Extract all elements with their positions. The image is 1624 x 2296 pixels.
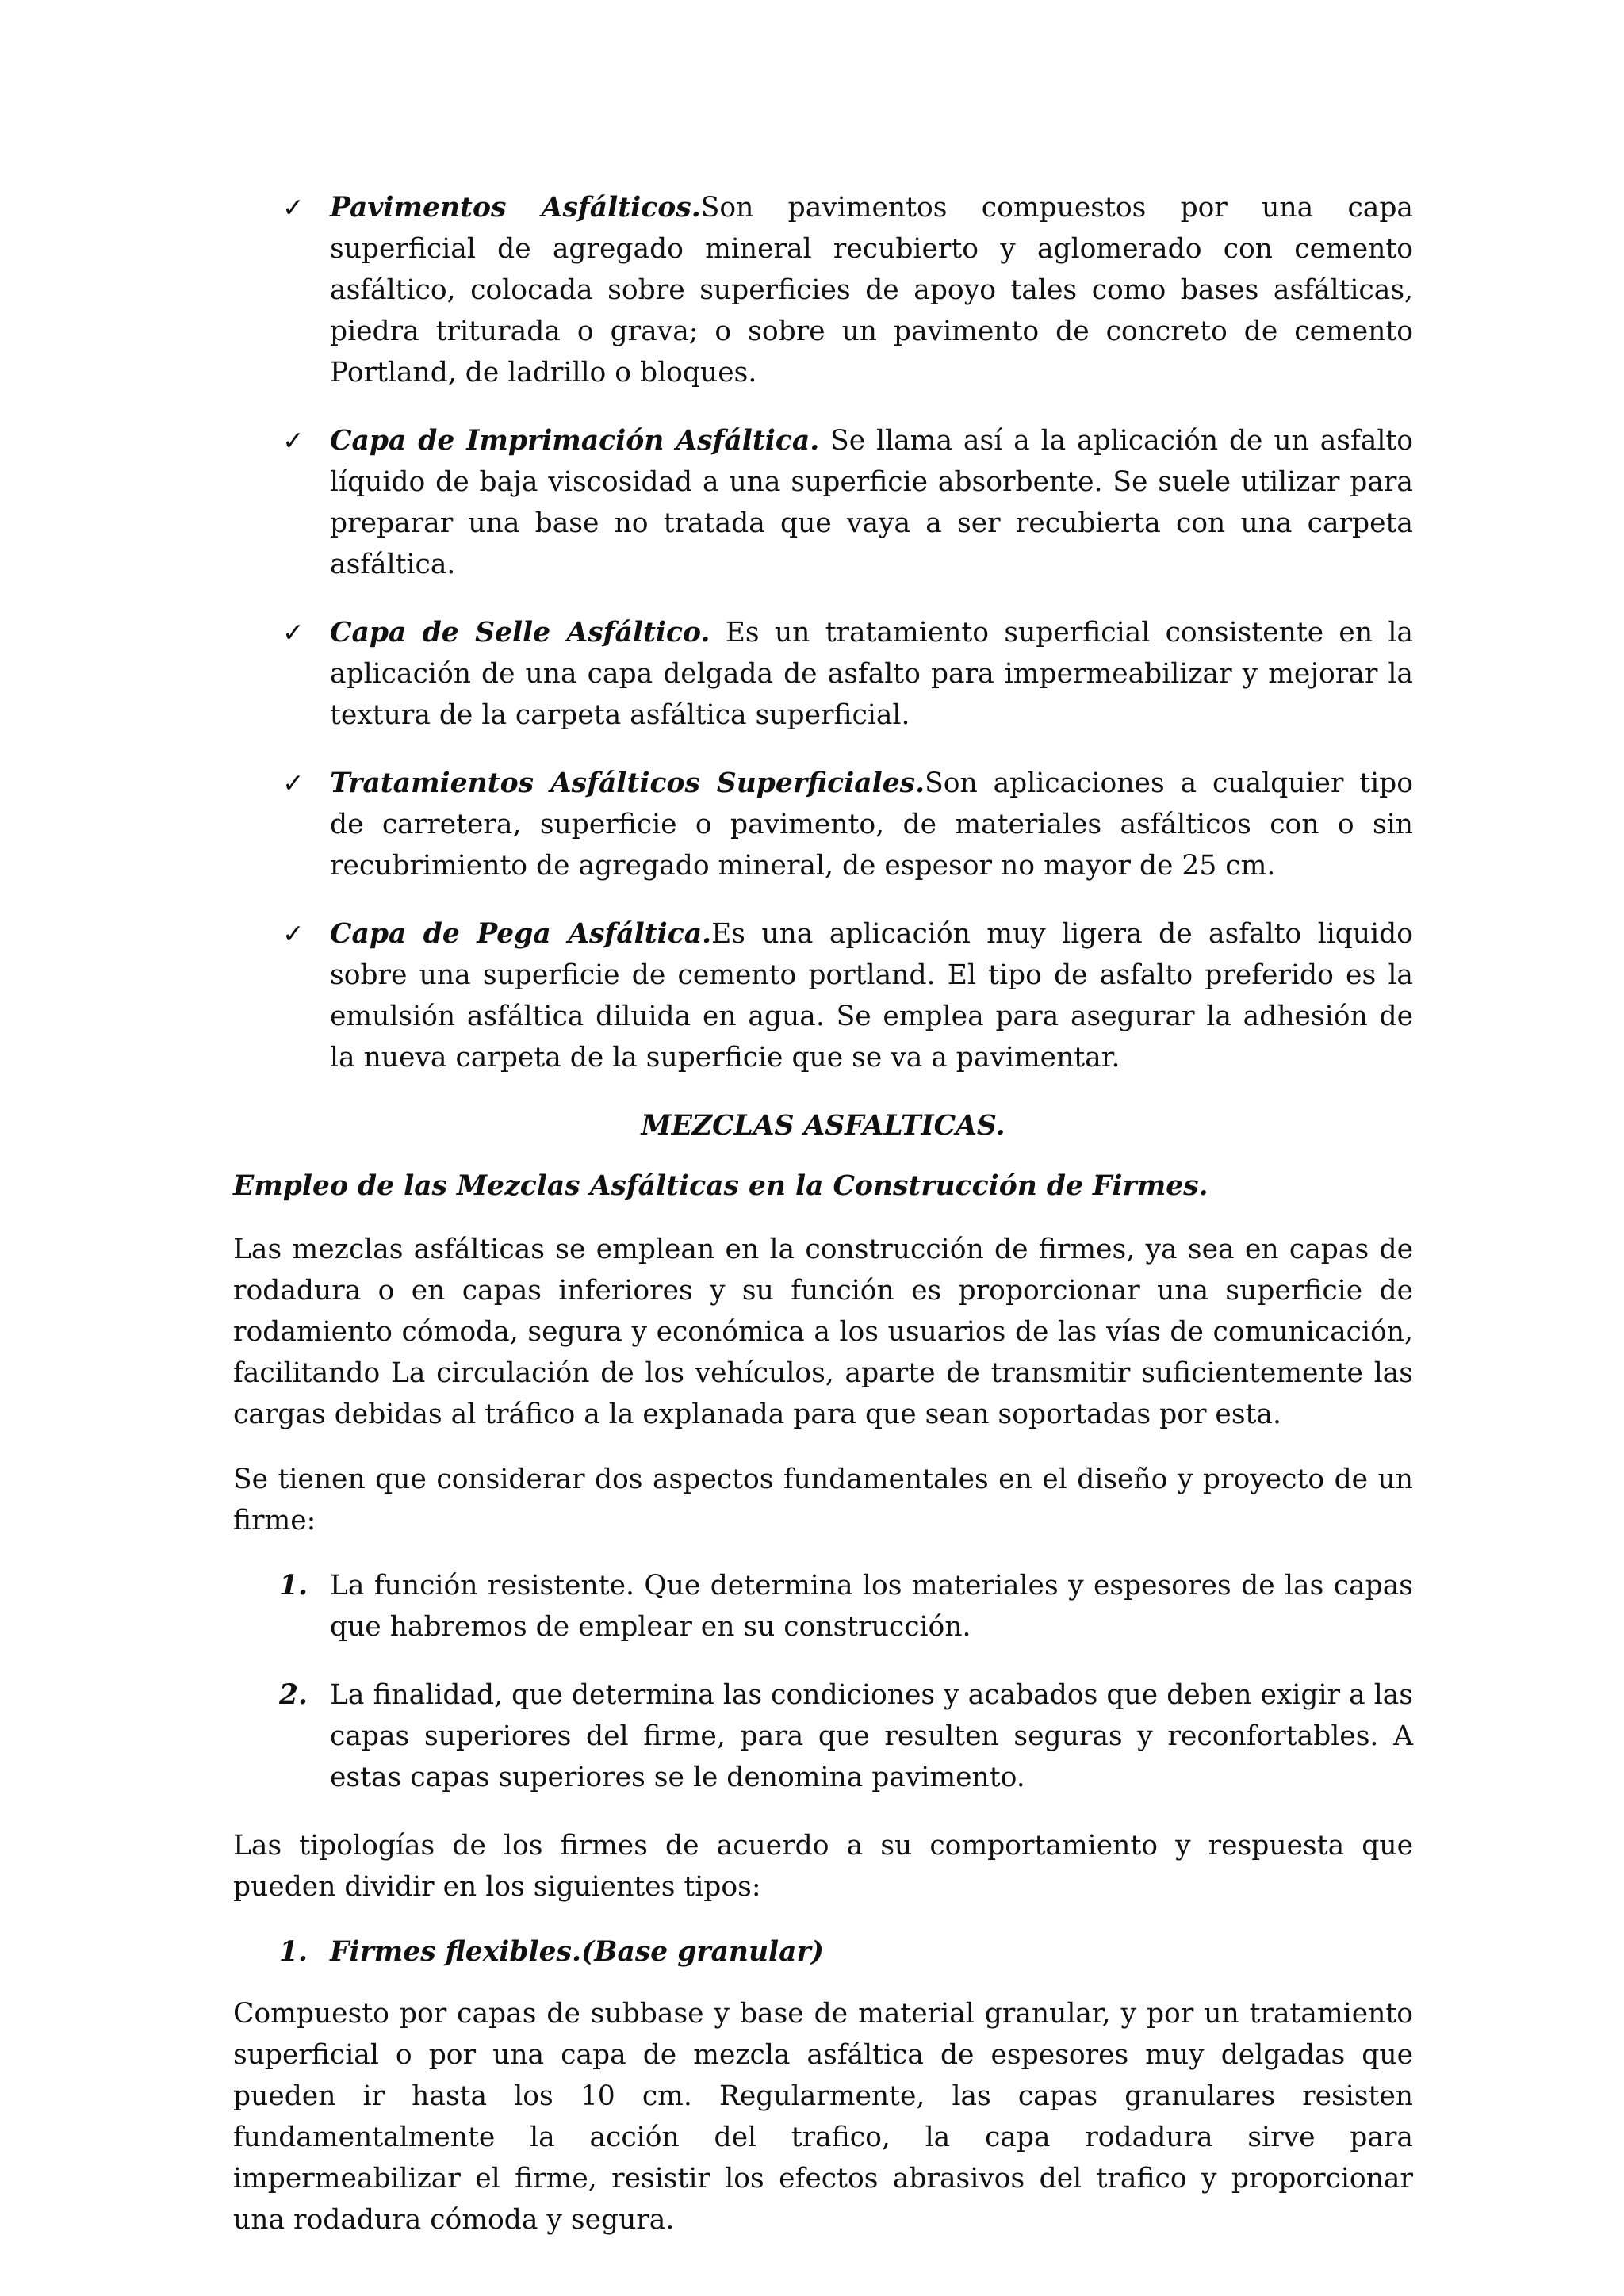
bullet-item-selle [233, 612, 1413, 736]
bullet-text: Es una aplicación muy ligera de asfalto liquido sobre una superficie de cemento portland. El tipo de asfalto preferido es la emulsión asfáltica diluida en agua. Se emplea para asegurar la adhesión de la nueva carpeta de la superficie que se va a pavimentar. [330, 918, 1413, 1073]
checkmark-icon: ✓ [282, 192, 304, 223]
document-page [233, 187, 1413, 2264]
subheading: Empleo de las Mezclas Asfálticas en la Construcción de Firmes. [233, 1170, 1208, 1202]
checkmark-icon: ✓ [282, 918, 304, 949]
bullet-term: Capa de Pega Asfáltica. [330, 918, 712, 950]
paragraph-aspectos: Se tienen que considerar dos aspectos fundamentales en el diseño y proyecto de un firme: [233, 1464, 1413, 1536]
checkmark-icon: ✓ [282, 425, 304, 456]
bullet-term: Capa de Imprimación Asfáltica. [330, 425, 820, 457]
bullet-term: Tratamientos Asfálticos Superficiales. [330, 767, 925, 799]
bullet-item-tratamientos [233, 763, 1413, 886]
item-number: 1. [279, 1570, 308, 1601]
paragraph-mezclas: Las mezclas asfálticas se emplean en la construcción de firmes, ya sea en capas de rodadura o en capas inferiores y su función es proporcionar una superficie de rodamiento cómoda, segura y económica a los usuarios de las vías de comunicación, facilitando La circulación de los vehículos, aparte de transmitir suficientemente las cargas debidas al tráfico a la explanada para que sean soportadas por esta. [233, 1234, 1413, 1430]
bullet-item-pavimentos [233, 187, 1413, 393]
numbered-text: La función resistente. Que determina los materiales y espesores de las capas que habremos de emplear en su construcción. [330, 1570, 1413, 1643]
checkmark-icon: ✓ [282, 767, 304, 798]
item-number: 1. [279, 1936, 308, 1968]
numbered-item-1 [233, 1565, 1413, 1647]
bullet-term: Capa de Selle Asfáltico. [330, 617, 710, 649]
bullet-term: Pavimentos Asfálticos. [330, 192, 701, 224]
paragraph-tipologias: Las tipologías de los firmes de acuerdo a su comportamiento y respuesta que pueden dividir en los siguientes tipos: [233, 1830, 1413, 1903]
paragraph-compuesto: Compuesto por capas de subbase y base de material granular, y por un tratamiento superficial o por una capa de mezcla asfáltica de espesores muy delgadas que pueden ir hasta los 10 cm. Regularmente, las capas granulares resisten fundamentalmente la acción del trafico, la capa rodadura sirve para impermeabilizar el firme, resistir los efectos abrasivos del trafico y proporcionar una rodadura cómoda y segura. [233, 1998, 1413, 2236]
sublist-title: Firmes flexibles.(Base granular) [330, 1936, 824, 1968]
checkmark-icon: ✓ [282, 617, 304, 648]
bullet-text: Son aplicaciones a cualquier tipo de carretera, superficie o pavimento, de materiales asfálticos con o sin recubrimiento de agregado mineral, de espesor no mayor de 25 cm. [330, 767, 1413, 882]
section-title: MEZCLAS ASFALTICAS. [641, 1110, 1005, 1142]
numbered-text: La finalidad, que determina las condiciones y acabados que deben exigir a las capas superiores del firme, para que resulten seguras y reconfortables. A estas capas superiores se le denomina pavimento. [330, 1679, 1413, 1793]
bullet-item-imprimacion [233, 420, 1413, 585]
bullet-item-pega [233, 913, 1413, 1078]
bullet-text: Son pavimentos compuestos por una capa superficial de agregado mineral recubierto y aglomerado con cemento asfáltico, colocada sobre superficies de apoyo tales como bases asfálticas, piedra triturada o grava; o sobre un pavimento de concreto de cemento Portland, de ladrillo o bloques. [330, 192, 1413, 388]
bullet-text: Se llama así a la aplicación de un asfalto líquido de baja viscosidad a una superficie absorbente. Se suele utilizar para preparar una base no tratada que vaya a ser recubierta con una carpeta asfáltica. [330, 425, 1413, 580]
bullet-text: Es un tratamiento superficial consistente en la aplicación de una capa delgada de asfalto para impermeabilizar y mejorar la textura de la carpeta asfáltica superficial. [330, 617, 1413, 731]
sublist-item-firmes-flexibles [233, 1931, 1413, 1973]
item-number: 2. [279, 1679, 308, 1711]
numbered-item-2 [233, 1674, 1413, 1798]
